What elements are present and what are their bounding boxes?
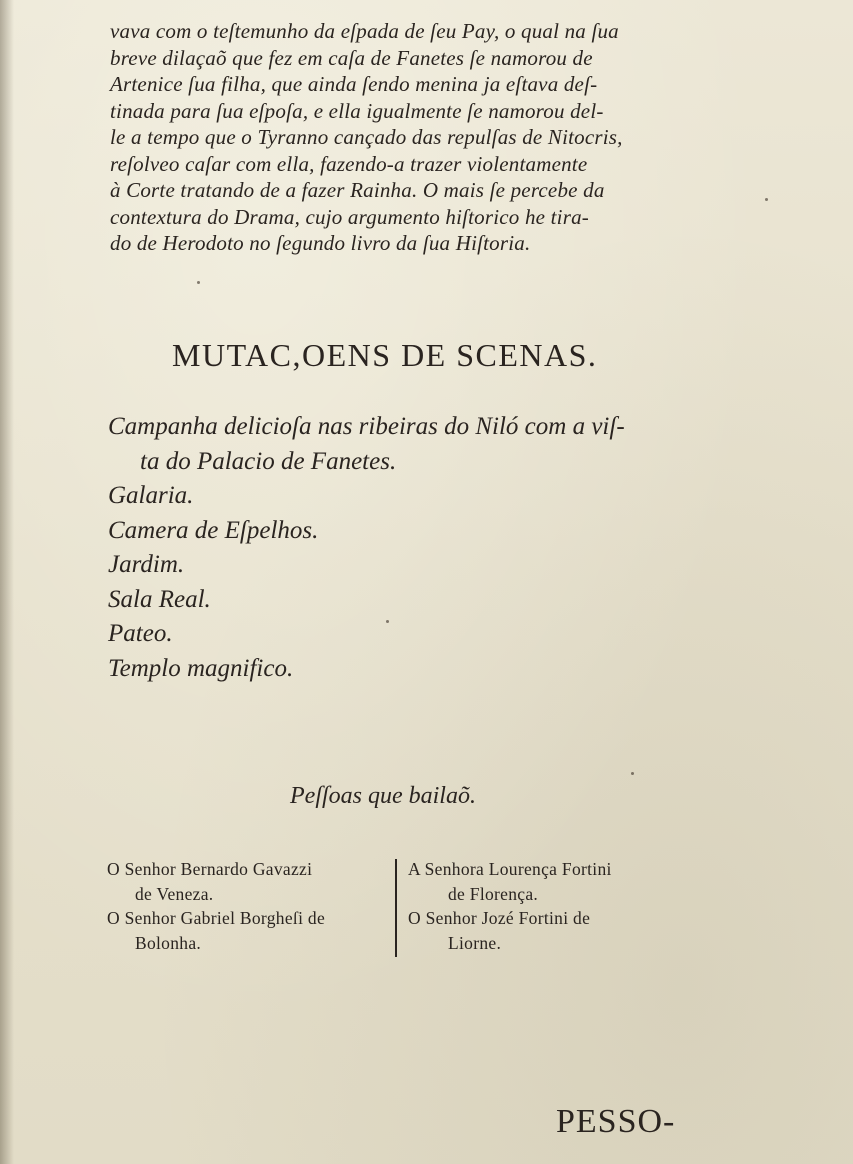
- dancer-origin: de Veneza.: [135, 883, 214, 904]
- intro-line: le a tempo que o Tyranno cançado das repulſas de Nitocris,: [110, 125, 623, 149]
- intro-line: vava com o teſtemunho da eſpada de ſeu Pay, o qual na ſua: [110, 19, 619, 43]
- dancer-entry: [408, 906, 698, 955]
- ink-speck: [197, 281, 200, 284]
- dancer-name: A Senhora Lourença Fortini: [408, 859, 612, 879]
- intro-line: do de Herodoto no ſegundo livro da ſua Hiſtoria.: [110, 231, 531, 255]
- intro-line: à Corte tratando de a fazer Rainha. O mais ſe percebe da: [110, 178, 605, 202]
- dancer-origin: Bolonha.: [135, 932, 202, 953]
- intro-line: reſolveo caſar com ella, fazendo-a trazer violentamente: [110, 151, 588, 176]
- intro-paragraph: [110, 18, 710, 257]
- dancer-entry: [408, 857, 698, 906]
- dancer-origin: Liorne.: [448, 932, 502, 953]
- dancers-title: Peſſoas que bailaõ.: [290, 783, 476, 809]
- scene-item: Pateo.: [108, 620, 173, 647]
- intro-line: Artenice ſua filha, que ainda ſendo menina ja eſtava deſ-: [110, 72, 598, 96]
- dancer-entry: [107, 906, 397, 955]
- dancers-right-column: [408, 857, 698, 955]
- dancer-name: O Senhor Jozé Fortini de: [408, 908, 591, 928]
- ink-speck: [765, 198, 768, 201]
- intro-line: tinada para ſua eſpoſa, e ella igualmente ſe namorou del-: [110, 98, 604, 123]
- scene-item-continuation: ta do Palacio de Fanetes.: [140, 447, 397, 475]
- scene-item: Galaria.: [108, 482, 194, 509]
- intro-line: breve dilaçaõ que fez em caſa de Fanetes ſe namorou de: [110, 45, 593, 70]
- dancers-left-column: [107, 857, 397, 955]
- dancer-name: O Senhor Bernardo Gavazzi: [107, 859, 313, 879]
- dancer-entry: [107, 857, 397, 906]
- scene-item: Jardim.: [108, 551, 185, 578]
- scene-item: Campanha delicioſa nas ribeiras do Niló com a viſ-: [108, 413, 625, 440]
- column-divider: [395, 859, 397, 957]
- dancer-origin: de Florença.: [448, 883, 539, 904]
- ink-speck: [631, 772, 634, 775]
- scene-item: Templo magnifico.: [108, 654, 294, 682]
- section-title: MUTAC,OENS DE SCENAS.: [172, 337, 598, 373]
- scene-item: Sala Real.: [108, 585, 211, 613]
- catchword: PESSO-: [556, 1103, 676, 1140]
- gutter-shadow: [0, 0, 14, 1164]
- ink-speck: [386, 620, 389, 623]
- scene-item: Camera de Eſpelhos.: [108, 516, 319, 544]
- dancer-name: O Senhor Gabriel Borgheſi de: [107, 908, 326, 928]
- scene-list: [108, 410, 728, 686]
- intro-line: contextura do Drama, cujo argumento hiſtorico he tira-: [110, 204, 589, 229]
